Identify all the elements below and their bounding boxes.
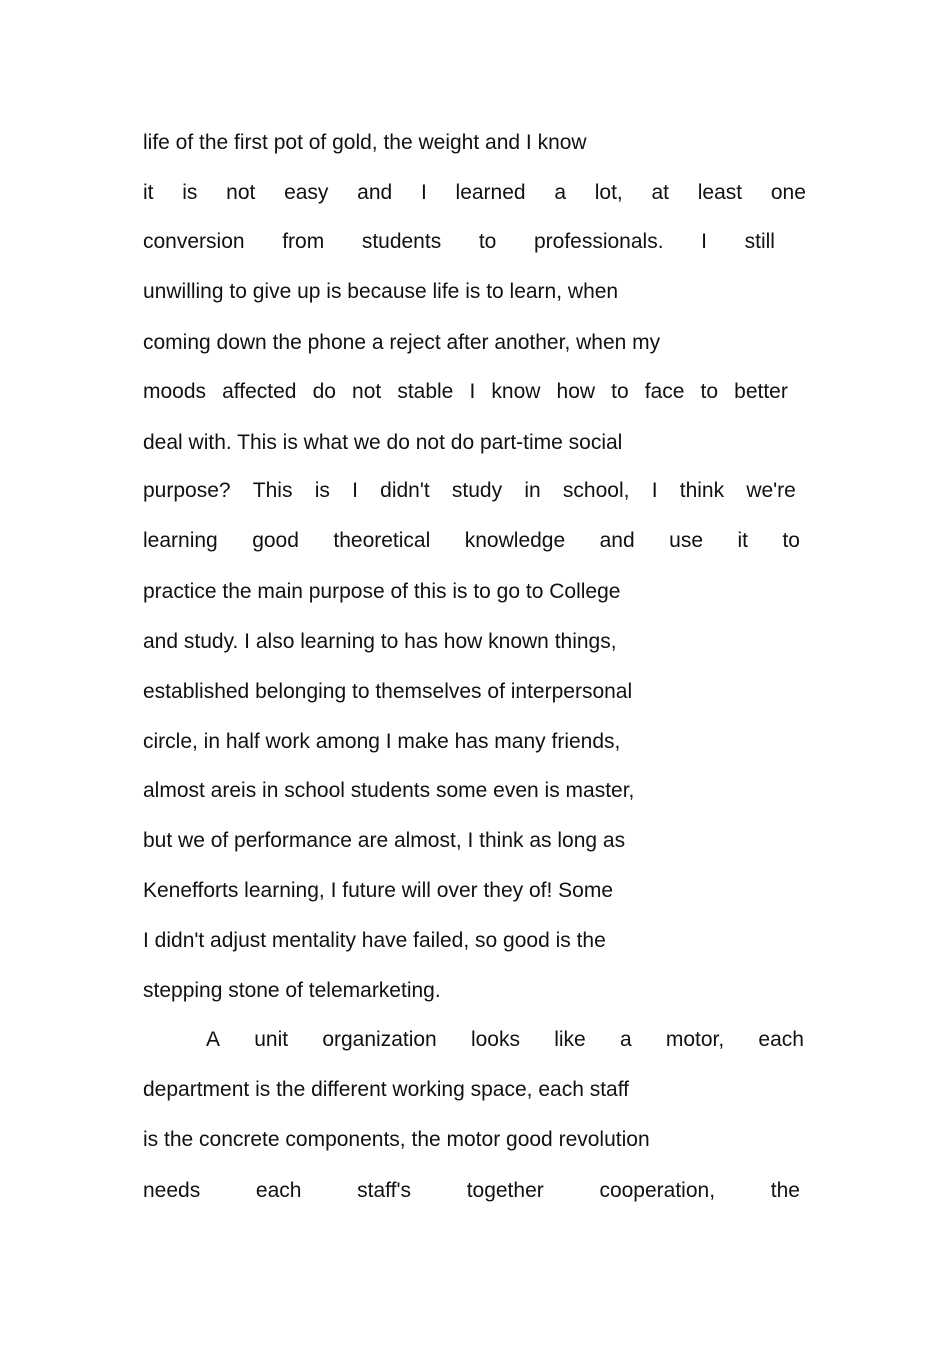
word: organization bbox=[322, 1028, 437, 1051]
word: still bbox=[744, 230, 775, 253]
text-line: deal with. This is what we do not do part-time social bbox=[143, 431, 623, 454]
text-line: circle, in half work among I make has many friends, bbox=[143, 730, 621, 753]
word: it bbox=[143, 181, 154, 204]
word: a bbox=[554, 181, 567, 204]
word: I bbox=[701, 230, 708, 253]
text-line bbox=[143, 1179, 800, 1203]
text-line: Kenefforts learning, I future will over they of! Some bbox=[143, 879, 614, 902]
word: professionals. bbox=[533, 230, 664, 253]
word: theoretical bbox=[333, 529, 431, 552]
text-line: stepping stone of telemarketing. bbox=[143, 979, 441, 1002]
text-line: almost areis in school students some even is master, bbox=[143, 779, 635, 802]
word: affected bbox=[222, 380, 297, 403]
word: learning bbox=[143, 529, 218, 552]
text-line: established belonging to themselves of interpersonal bbox=[143, 680, 633, 703]
word: purpose? bbox=[143, 479, 231, 502]
word: cooperation, bbox=[599, 1179, 716, 1202]
word: face bbox=[644, 380, 685, 403]
word: each bbox=[758, 1028, 804, 1051]
word: needs bbox=[143, 1179, 201, 1202]
word: moods bbox=[143, 380, 207, 403]
word: staff's bbox=[357, 1179, 411, 1202]
word: to bbox=[782, 529, 800, 552]
text-line bbox=[143, 230, 775, 254]
word: to bbox=[478, 230, 497, 253]
text-line: and study. I also learning to has how known things, bbox=[143, 630, 617, 653]
word: how bbox=[556, 380, 596, 403]
word: like bbox=[554, 1028, 586, 1051]
word: in bbox=[524, 479, 541, 502]
text-line bbox=[143, 380, 788, 404]
word: do bbox=[312, 380, 336, 403]
word: the bbox=[770, 1179, 800, 1202]
text-line: but we of performance are almost, I think as long as bbox=[143, 829, 626, 852]
text-line: department is the different working space, each staff bbox=[143, 1078, 630, 1101]
text-line: life of the first pot of gold, the weight and I know bbox=[143, 131, 587, 154]
word: one bbox=[770, 181, 806, 204]
word: learned bbox=[455, 181, 526, 204]
text-line bbox=[143, 529, 800, 553]
word: looks bbox=[470, 1028, 520, 1051]
word: conversion bbox=[143, 230, 245, 253]
word: knowledge bbox=[464, 529, 566, 552]
word: we're bbox=[746, 479, 796, 502]
word: not bbox=[352, 380, 382, 403]
word: think bbox=[679, 479, 725, 502]
word: I bbox=[469, 380, 476, 403]
word: study bbox=[451, 479, 503, 502]
paragraph-first-line bbox=[206, 1028, 804, 1052]
word: good bbox=[252, 529, 299, 552]
word: to bbox=[611, 380, 629, 403]
word: motor, bbox=[665, 1028, 725, 1051]
word: from bbox=[282, 230, 325, 253]
text-line bbox=[143, 181, 806, 205]
word: lot, bbox=[594, 181, 623, 204]
word: a bbox=[619, 1028, 632, 1051]
word: I bbox=[352, 479, 358, 502]
text-line bbox=[143, 479, 796, 503]
word: better bbox=[734, 380, 788, 403]
word: and bbox=[357, 181, 393, 204]
word: unit bbox=[254, 1028, 289, 1051]
word: to bbox=[700, 380, 719, 403]
word: not bbox=[226, 181, 256, 204]
word: school, bbox=[562, 479, 630, 502]
word: use bbox=[669, 529, 703, 552]
word: students bbox=[361, 230, 442, 253]
word: each bbox=[255, 1179, 302, 1202]
word: I bbox=[420, 181, 427, 204]
text-line: I didn't adjust mentality have failed, so good is the bbox=[143, 929, 606, 952]
word: least bbox=[697, 181, 743, 204]
word: This bbox=[252, 479, 293, 502]
word: I bbox=[651, 479, 658, 502]
word: easy bbox=[284, 181, 329, 204]
word: didn't bbox=[380, 479, 430, 502]
word: is bbox=[314, 479, 330, 502]
word: at bbox=[651, 181, 670, 204]
word: know bbox=[491, 380, 541, 403]
text-line: practice the main purpose of this is to go to College bbox=[143, 580, 621, 603]
text-line: coming down the phone a reject after another, when my bbox=[143, 331, 661, 354]
word: stable bbox=[397, 380, 454, 403]
word: A bbox=[206, 1028, 221, 1051]
word: is bbox=[182, 181, 198, 204]
word: together bbox=[466, 1179, 544, 1202]
word: and bbox=[599, 529, 635, 552]
text-line: unwilling to give up is because life is to learn, when bbox=[143, 280, 619, 303]
text-line: is the concrete components, the motor good revolution bbox=[143, 1128, 650, 1151]
word: it bbox=[737, 529, 748, 552]
